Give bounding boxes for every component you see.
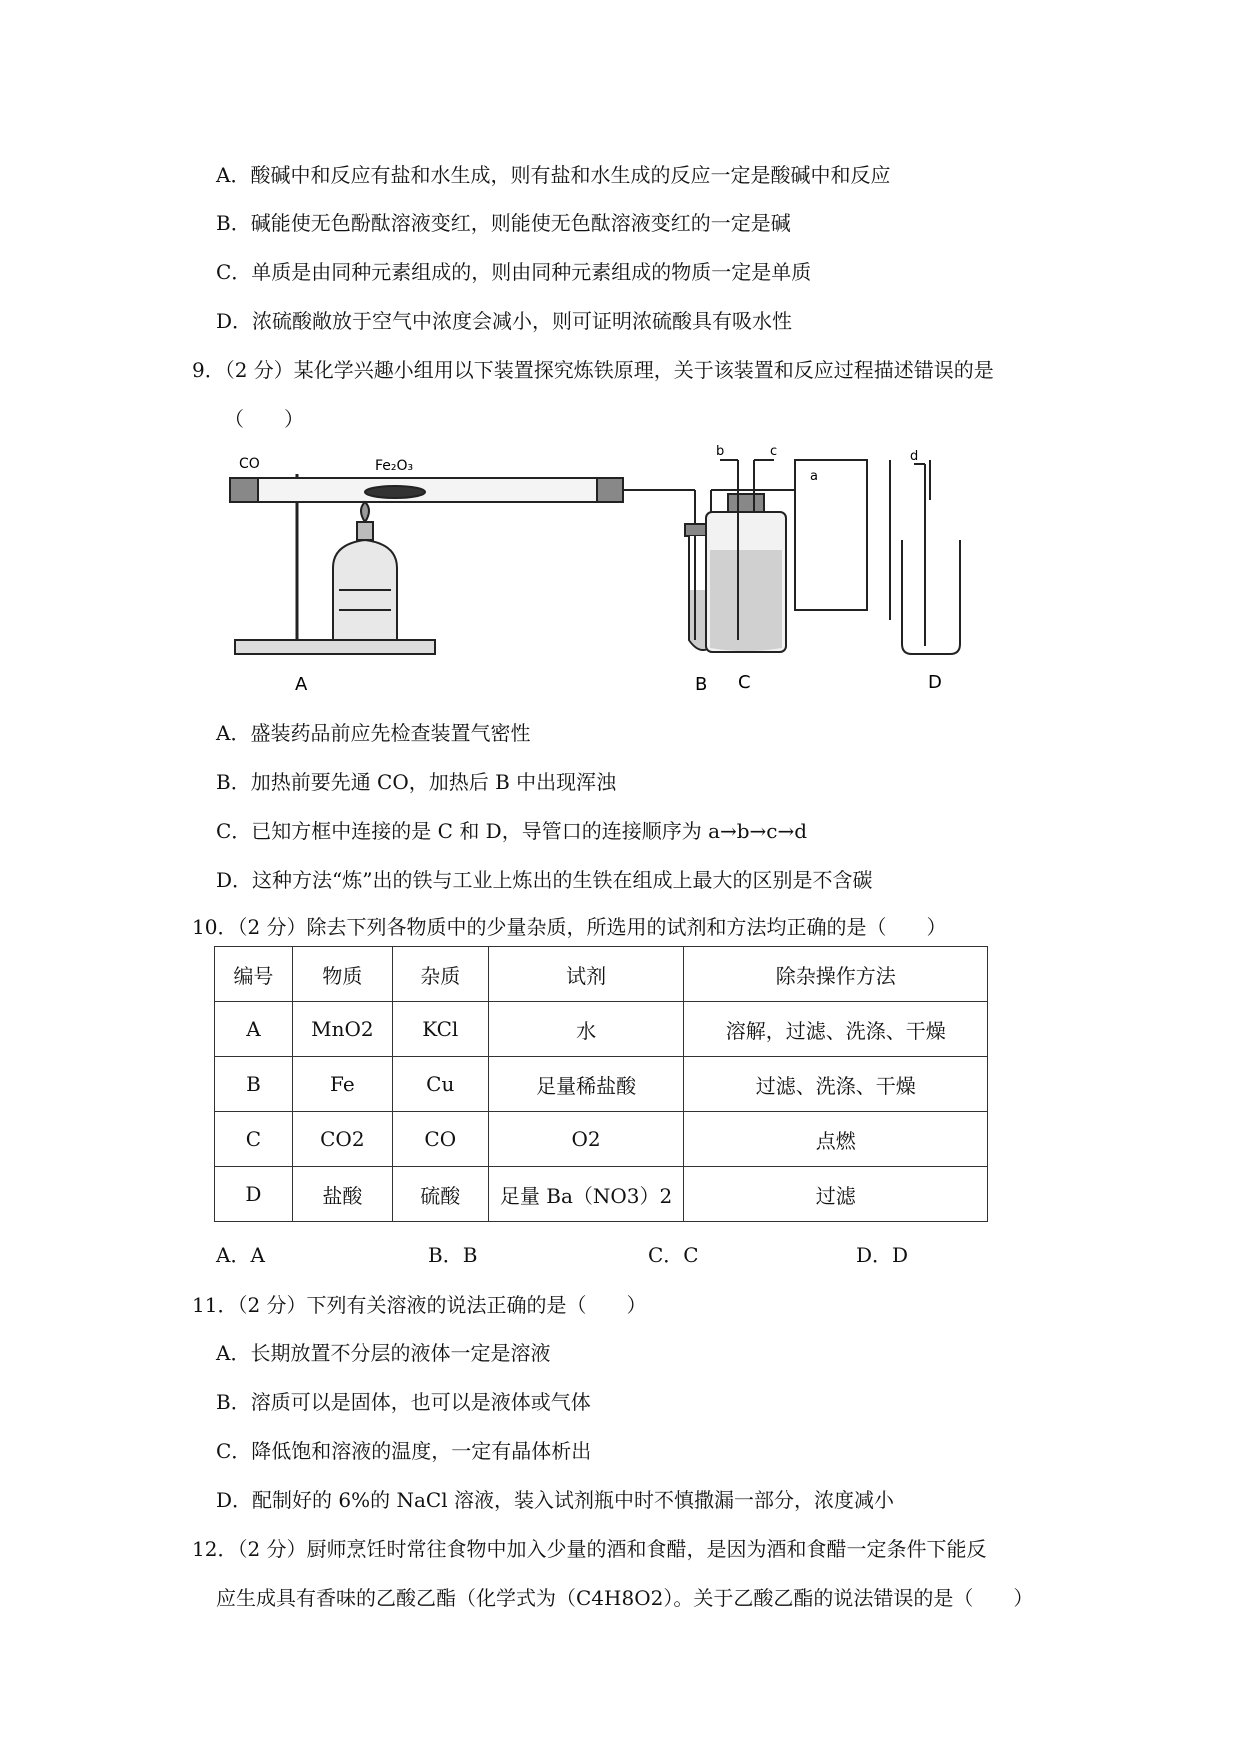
apparatus-c-bottle — [706, 460, 786, 652]
table-row — [215, 1057, 988, 1112]
header-substance: 物质 — [292, 947, 392, 1002]
table-row — [215, 1112, 988, 1167]
row-c-id: C — [215, 1112, 293, 1167]
q10-option-b: B．B — [428, 1243, 478, 1267]
row-c-impurity: CO — [392, 1112, 488, 1167]
label-co: CO — [239, 456, 260, 472]
q11-option-c: C．降低饱和溶液的温度，一定有晶体析出 — [216, 1439, 592, 1463]
label-fe2o3: Fe₂O₃ — [375, 458, 414, 474]
row-a-reagent: 水 — [488, 1002, 684, 1057]
row-b-impurity: Cu — [392, 1057, 488, 1112]
table-header-row — [215, 947, 988, 1002]
label-apparatus-b: B — [695, 674, 708, 695]
q12-stem: 12．（2 分）厨师烹饪时常往食物中加入少量的酒和食醋，是因为酒和食醋一定条件下能反 — [192, 1537, 987, 1561]
q8-option-a: A．酸碱中和反应有盐和水生成，则有盐和水生成的反应一定是酸碱中和反应 — [216, 163, 891, 187]
row-d-impurity: 硫酸 — [392, 1167, 488, 1222]
apparatus-a — [230, 474, 623, 654]
row-a-method: 溶解，过滤、洗涤、干燥 — [684, 1002, 988, 1057]
row-b-method: 过滤、洗涤、干燥 — [684, 1057, 988, 1112]
q10-stem: 10．（2 分）除去下列各物质中的少量杂质，所选用的试剂和方法均正确的是（ ） — [192, 915, 947, 939]
q11-stem: 11．（2 分）下列有关溶液的说法正确的是（ ） — [192, 1293, 647, 1317]
label-b: b — [716, 444, 725, 459]
q12-stem-continued: 应生成具有香味的乙酸乙酯（化学式为（C4H8O2）。关于乙酸乙酯的说法错误的是（ ） — [216, 1586, 1034, 1610]
header-method: 除杂操作方法 — [684, 947, 988, 1002]
row-a-impurity: KCl — [392, 1002, 488, 1057]
q11-option-a: A．长期放置不分层的液体一定是溶液 — [216, 1341, 551, 1365]
q11-option-b: B．溶质可以是固体，也可以是液体或气体 — [216, 1390, 591, 1414]
q9-answer-paren: （ ） — [224, 407, 304, 431]
row-a-id: A — [215, 1002, 293, 1057]
row-b-substance: Fe — [292, 1057, 392, 1112]
row-c-reagent: O2 — [488, 1112, 684, 1167]
row-c-substance: CO2 — [292, 1112, 392, 1167]
row-b-id: B — [215, 1057, 293, 1112]
q8-option-c: C．单质是由同种元素组成的，则由同种元素组成的物质一定是单质 — [216, 260, 812, 284]
q9-option-a: A．盛装药品前应先检查装置气密性 — [216, 721, 531, 745]
row-a-substance: MnO2 — [292, 1002, 392, 1057]
table-row — [215, 1167, 988, 1222]
impurity-table — [214, 946, 988, 1222]
row-c-method: 点燃 — [684, 1112, 988, 1167]
row-b-reagent: 足量稀盐酸 — [488, 1057, 684, 1112]
row-d-method: 过滤 — [684, 1167, 988, 1222]
label-apparatus-a: A — [295, 674, 308, 695]
label-apparatus-c: C — [738, 672, 751, 693]
q9-option-c: C．已知方框中连接的是 C 和 D，导管口的连接顺序为 a→b→c→d — [216, 819, 808, 843]
label-d: d — [910, 449, 919, 464]
q8-option-d: D．浓硫酸敞放于空气中浓度会减小，则可证明浓硫酸具有吸水性 — [216, 309, 793, 333]
q10-option-c: C．C — [648, 1243, 699, 1267]
label-apparatus-d: D — [928, 672, 942, 693]
row-d-substance: 盐酸 — [292, 1167, 392, 1222]
q10-option-d: D．D — [856, 1243, 909, 1267]
row-d-reagent: 足量 Ba（NO3）2 — [488, 1167, 684, 1222]
q10-option-a: A．A — [216, 1243, 265, 1267]
row-d-id: D — [215, 1167, 293, 1222]
header-impurity: 杂质 — [392, 947, 488, 1002]
label-a: a — [810, 469, 818, 484]
q9-option-b: B．加热前要先通 CO，加热后 B 中出现浑浊 — [216, 770, 617, 794]
q8-option-b: B．碱能使无色酚酞溶液变红，则能使无色酞溶液变红的一定是碱 — [216, 211, 791, 235]
apparatus-cd-figure — [690, 440, 990, 702]
q9-option-d: D．这种方法“炼”出的铁与工业上炼出的生铁在组成上最大的区别是不含碳 — [216, 868, 873, 892]
header-id: 编号 — [215, 947, 293, 1002]
apparatus-d-beaker — [902, 464, 960, 654]
q11-option-d: D．配制好的 6%的 NaCl 溶液，装入试剂瓶中时不慎撒漏一部分，浓度减小 — [216, 1488, 894, 1512]
table-row — [215, 1002, 988, 1057]
header-reagent: 试剂 — [488, 947, 684, 1002]
label-c: c — [770, 444, 778, 459]
q9-stem: 9．（2 分）某化学兴趣小组用以下装置探究炼铁原理，关于该装置和反应过程描述错误的是 — [192, 358, 994, 382]
